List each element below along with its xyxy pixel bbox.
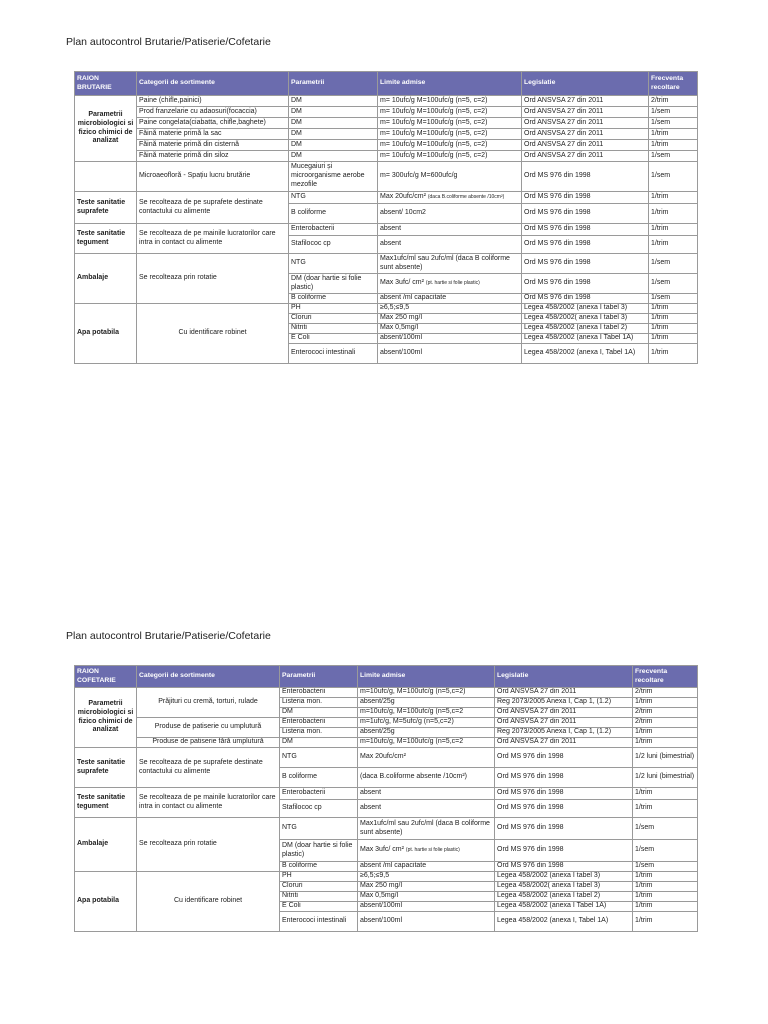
frequency-cell: 1/trim	[633, 872, 698, 882]
sortiment-cell: Se recolteaza de pe mainile lucratorilor care intra in contact cu alimente	[137, 788, 280, 818]
limit-cell: Max 20ufc/cm²	[358, 748, 495, 768]
limit-cell: m= 10ufc/g M=100ufc/g (n=5, c=2)	[378, 118, 522, 129]
limit-cell: absent/100ml	[378, 344, 522, 364]
legislation-cell: Ord MS 976 din 1998	[522, 224, 649, 236]
param-cell: DM (doar hartie si folie plastic)	[289, 274, 378, 294]
limit-cell: absent/25g	[358, 728, 495, 738]
legislation-cell: Ord MS 976 din 1998	[495, 748, 633, 768]
limit-cell: absent	[358, 788, 495, 800]
frequency-cell: 1/sem	[649, 118, 698, 129]
limit-cell: m= 10ufc/g M=100ufc/g (n=5, c=2)	[378, 96, 522, 107]
table-row	[75, 162, 698, 192]
param-cell: B coliforme	[289, 204, 378, 224]
legislation-cell: Ord MS 976 din 1998	[522, 274, 649, 294]
table-row	[75, 788, 698, 800]
limit-cell: Max 250 mg/l	[358, 882, 495, 892]
frequency-cell: 1/trim	[649, 304, 698, 314]
table-row	[75, 118, 698, 129]
table-row	[75, 688, 698, 698]
frequency-cell: 1/trim	[649, 129, 698, 140]
param-cell: Nitriti	[280, 892, 358, 902]
limit-value: Max 3ufc/ cm²	[360, 846, 404, 854]
param-cell: Listeria mon.	[280, 698, 358, 708]
limit-cell: m= 10ufc/g M=100ufc/g (n=5, c=2)	[378, 151, 522, 162]
category-label: Parametrii microbiologici si fizico chimici de analizat	[75, 96, 137, 162]
table-row	[75, 140, 698, 151]
sortiment-cell: Paine congelata(ciabatta, chifle,baghete)	[137, 118, 289, 129]
param-cell: DM	[280, 708, 358, 718]
limit-cell: absent	[378, 224, 522, 236]
legislation-cell: Ord ANSVSA 27 din 2011	[495, 708, 633, 718]
frequency-cell: 1/trim	[649, 140, 698, 151]
legislation-cell: Ord MS 976 din 1998	[522, 294, 649, 304]
limit-cell: absent/100ml	[358, 902, 495, 912]
legislation-cell: Legea 458/2002 (anexa I Tabel 1A)	[522, 334, 649, 344]
legislation-cell: Ord MS 976 din 1998	[522, 192, 649, 204]
frequency-cell: 1/sem	[633, 862, 698, 872]
sortiment-cell: Produse de patiserie fără umplutură	[137, 738, 280, 748]
legislation-cell: Reg 2073/2005 Anexa I, Cap 1, (1.2)	[495, 728, 633, 738]
param-cell: Cloruri	[280, 882, 358, 892]
table-row	[75, 254, 698, 274]
param-cell: Cloruri	[289, 314, 378, 324]
frequency-cell: 1/trim	[633, 738, 698, 748]
legislation-cell: Legea 458/2002 (anexa I tabel 2)	[495, 892, 633, 902]
param-cell: Enterobacterii	[289, 224, 378, 236]
param-cell: DM	[289, 118, 378, 129]
table-header	[75, 666, 698, 688]
category-label: Apa potabila	[75, 304, 137, 364]
sortiment-cell: Cu identificare robinet	[137, 872, 280, 932]
frequency-cell: 1/2 luni (bimestrial)	[633, 748, 698, 768]
legislation-cell: Ord MS 976 din 1998	[495, 788, 633, 800]
limit-cell: absent/ 10cm2	[378, 204, 522, 224]
param-cell: DM	[289, 107, 378, 118]
category-label: Parametrii microbiologici si fizico chimici de analizat	[75, 688, 137, 748]
param-cell: DM (doar hartie si folie plastic)	[280, 840, 358, 862]
frequency-cell: 1/trim	[649, 324, 698, 334]
sortiment-cell: Se recolteaza de pe suprafete destinate contactului cu alimente	[137, 192, 289, 224]
frequency-cell: 1/trim	[633, 800, 698, 818]
param-cell: Mucegaiuri și microorganisme aerobe mezofile	[289, 162, 378, 192]
category-label: Teste sanitatie suprafete	[75, 748, 137, 788]
category-label: Apa potabila	[75, 872, 137, 932]
page-title: Plan autocontrol Brutarie/Patiserie/Cofetarie	[66, 36, 271, 48]
legislation-cell: Ord MS 976 din 1998	[522, 236, 649, 254]
frequency-cell: 1/trim	[649, 314, 698, 324]
frequency-cell: 1/sem	[649, 274, 698, 294]
limit-cell	[378, 192, 522, 204]
table-row	[75, 96, 698, 107]
frequency-cell: 2/trim	[649, 96, 698, 107]
limit-cell: absent/100ml	[358, 912, 495, 932]
limit-cell: Max 250 mg/l	[378, 314, 522, 324]
header-legislatie: Legislatie	[522, 72, 649, 96]
frequency-cell: 1/trim	[633, 882, 698, 892]
param-cell: DM	[280, 738, 358, 748]
param-cell: DM	[289, 140, 378, 151]
header-raion: RAION BRUTARIE	[75, 72, 137, 96]
limit-cell: absent/100ml	[378, 334, 522, 344]
legislation-cell: Ord MS 976 din 1998	[522, 254, 649, 274]
legislation-cell: Ord ANSVSA 27 din 2011	[495, 718, 633, 728]
limit-cell: Max 0,5mg/l	[358, 892, 495, 902]
limit-note: (pt. hartie si folie plastic)	[425, 280, 480, 287]
legislation-cell: Legea 458/2002 (anexa I tabel 2)	[522, 324, 649, 334]
sortiment-cell: Cu identificare robinet	[137, 304, 289, 364]
frequency-cell: 1/trim	[649, 334, 698, 344]
brutarie-table	[74, 71, 698, 364]
param-cell: Nitriti	[289, 324, 378, 334]
category-label: Ambalaje	[75, 254, 137, 304]
param-cell: DM	[289, 151, 378, 162]
table-row	[75, 718, 698, 728]
limit-cell: absent	[358, 800, 495, 818]
legislation-cell: Ord MS 976 din 1998	[495, 818, 633, 840]
param-cell: NTG	[280, 818, 358, 840]
table-row	[75, 151, 698, 162]
param-cell: E Coli	[280, 902, 358, 912]
legislation-cell: Ord ANSVSA 27 din 2011	[495, 688, 633, 698]
limit-cell: ≥6,5;≤9,5	[358, 872, 495, 882]
legislation-cell: Ord MS 976 din 1998	[522, 162, 649, 192]
param-cell: B coliforme	[289, 294, 378, 304]
frequency-cell: 1/sem	[649, 162, 698, 192]
frequency-cell: 1/trim	[633, 788, 698, 800]
frequency-cell: 1/sem	[633, 840, 698, 862]
legislation-cell: Ord MS 976 din 1998	[495, 862, 633, 872]
header-legislatie: Legislatie	[495, 666, 633, 688]
limit-cell: m= 10ufc/g M=100ufc/g (n=5, c=2)	[378, 129, 522, 140]
category-label: Ambalaje	[75, 818, 137, 872]
limit-cell: (daca B.coliforme absente /10cm²)	[358, 768, 495, 788]
limit-cell: absent/25g	[358, 698, 495, 708]
limit-cell: absent /ml capacitate	[358, 862, 495, 872]
limit-note: (daca B.coliforme absente /10cm²)	[427, 194, 505, 201]
sortiment-cell: Produse de patiserie cu umplutură	[137, 718, 280, 738]
sortiment-cell: Făină materie primă din siloz	[137, 151, 289, 162]
frequency-cell: 1/trim	[633, 892, 698, 902]
table-row	[75, 872, 698, 882]
legislation-cell: Ord MS 976 din 1998	[522, 204, 649, 224]
table-row	[75, 304, 698, 314]
limit-cell: m=10ufc/g, M=100ufc/g (n=5,c=2	[358, 738, 495, 748]
header-categorii: Categorii de sortimente	[137, 666, 280, 688]
frequency-cell: 2/trim	[633, 718, 698, 728]
limit-value: Max 3ufc/ cm²	[380, 279, 424, 287]
category-label: Teste sanitatie tegument	[75, 224, 137, 254]
header-frecventa: Frecventa recoltare	[649, 72, 698, 96]
sortiment-cell: Se recolteaza prin rotatie	[137, 818, 280, 872]
header-frecventa: Frecventa recoltare	[633, 666, 698, 688]
limit-note: (pt. hartie si folie plastic)	[405, 847, 460, 854]
legislation-cell: Legea 458/2002 (anexa I Tabel 1A)	[495, 902, 633, 912]
legislation-cell: Legea 458/2002 (anexa I tabel 3)	[522, 304, 649, 314]
limit-cell: absent /ml capacitate	[378, 294, 522, 304]
sortiment-cell: Se recolteaza de pe suprafete destinate contactului cu alimente	[137, 748, 280, 788]
limit-cell: m=10ufc/g, M=100ufc/g (n=5,c=2)	[358, 688, 495, 698]
limit-cell: m=10ufc/g, M=100ufc/g (n=5,c=2	[358, 708, 495, 718]
legislation-cell: Legea 458/2002( anexa I tabel 3)	[495, 882, 633, 892]
param-cell: Enterobacterii	[280, 688, 358, 698]
page-title: Plan autocontrol Brutarie/Patiserie/Cofetarie	[66, 630, 271, 642]
header-categorii: Categorii de sortimente	[137, 72, 289, 96]
limit-cell: m= 300ufc/g M=600ufc/g	[378, 162, 522, 192]
legislation-cell: Legea 458/2002 (anexa I tabel 3)	[495, 872, 633, 882]
legislation-cell: Ord ANSVSA 27 din 2011	[522, 107, 649, 118]
cofetarie-table	[74, 665, 698, 932]
sortiment-cell: Prăjituri cu cremă, torturi, rulade	[137, 688, 280, 718]
frequency-cell: 1/trim	[649, 224, 698, 236]
param-cell: Stafilococ cp	[289, 236, 378, 254]
sortiment-cell: Microaeofloră - Spațiu lucru brutărie	[137, 162, 289, 192]
header-parametrii: Parametrii	[289, 72, 378, 96]
param-cell: Enterobacterii	[280, 788, 358, 800]
legislation-cell: Reg 2073/2005 Anexa I, Cap 1, (1.2)	[495, 698, 633, 708]
param-cell: Enterococi intestinali	[289, 344, 378, 364]
limit-value: Max 20ufc/cm²	[380, 193, 426, 201]
param-cell: DM	[289, 96, 378, 107]
table-row	[75, 748, 698, 768]
limit-cell: Max1ufc/ml sau 2ufc/ml (daca B coliforme sunt absente)	[358, 818, 495, 840]
frequency-cell: 1/trim	[633, 912, 698, 932]
category-label: Teste sanitatie suprafete	[75, 192, 137, 224]
frequency-cell: 1/trim	[649, 344, 698, 364]
category-label	[75, 162, 137, 192]
param-cell: Listeria mon.	[280, 728, 358, 738]
limit-cell: ≥6,5;≤9,5	[378, 304, 522, 314]
legislation-cell: Ord ANSVSA 27 din 2011	[495, 738, 633, 748]
param-cell: NTG	[289, 192, 378, 204]
param-cell: Enterobacterii	[280, 718, 358, 728]
category-label: Teste sanitatie tegument	[75, 788, 137, 818]
table-row	[75, 129, 698, 140]
sortiment-cell: Făină materie primă la sac	[137, 129, 289, 140]
frequency-cell: 2/trim	[633, 708, 698, 718]
limit-cell: m= 10ufc/g M=100ufc/g (n=5, c=2)	[378, 107, 522, 118]
sortiment-cell: Se recolteaza prin rotatie	[137, 254, 289, 304]
param-cell: Stafilococ cp	[280, 800, 358, 818]
limit-cell: m= 10ufc/g M=100ufc/g (n=5, c=2)	[378, 140, 522, 151]
param-cell: DM	[289, 129, 378, 140]
table-row	[75, 818, 698, 840]
frequency-cell: 2/trim	[633, 688, 698, 698]
frequency-cell: 1/trim	[649, 204, 698, 224]
limit-cell: Max1ufc/ml sau 2ufc/ml (daca B coliforme sunt absente)	[378, 254, 522, 274]
legislation-cell: Ord MS 976 din 1998	[495, 800, 633, 818]
header-limite: Limite admise	[358, 666, 495, 688]
limit-cell: absent	[378, 236, 522, 254]
frequency-cell: 1/trim	[649, 236, 698, 254]
legislation-cell: Ord ANSVSA 27 din 2011	[522, 129, 649, 140]
param-cell: PH	[280, 872, 358, 882]
sortiment-cell: Făină materie primă din cisternă	[137, 140, 289, 151]
param-cell: NTG	[280, 748, 358, 768]
sortiment-cell: Se recolteaza de pe mainile lucratorilor care intra in contact cu alimente	[137, 224, 289, 254]
param-cell: B coliforme	[280, 768, 358, 788]
frequency-cell: 1/trim	[633, 698, 698, 708]
legislation-cell: Legea 458/2002( anexa I tabel 3)	[522, 314, 649, 324]
frequency-cell: 1/trim	[633, 902, 698, 912]
sortiment-cell: Paine (chifle,painici)	[137, 96, 289, 107]
header-raion: RAION COFETARIE	[75, 666, 137, 688]
frequency-cell: 1/sem	[649, 151, 698, 162]
frequency-cell: 1/trim	[633, 728, 698, 738]
legislation-cell: Ord ANSVSA 27 din 2011	[522, 151, 649, 162]
table-row	[75, 738, 698, 748]
limit-cell: Max 0,5mg/l	[378, 324, 522, 334]
legislation-cell: Legea 458/2002 (anexa I, Tabel 1A)	[495, 912, 633, 932]
param-cell: Enterococi intestinali	[280, 912, 358, 932]
legislation-cell: Ord ANSVSA 27 din 2011	[522, 118, 649, 129]
sortiment-cell: Prod franzelarie cu adaosuri(focaccia)	[137, 107, 289, 118]
frequency-cell: 1/trim	[649, 192, 698, 204]
frequency-cell: 1/sem	[649, 294, 698, 304]
frequency-cell: 1/sem	[633, 818, 698, 840]
param-cell: E Coli	[289, 334, 378, 344]
table-row	[75, 224, 698, 236]
param-cell: PH	[289, 304, 378, 314]
frequency-cell: 1/2 luni (bimestrial)	[633, 768, 698, 788]
table-header	[75, 72, 698, 96]
header-parametrii: Parametrii	[280, 666, 358, 688]
legislation-cell: Legea 458/2002 (anexa I, Tabel 1A)	[522, 344, 649, 364]
frequency-cell: 1/sem	[649, 107, 698, 118]
frequency-cell: 1/sem	[649, 254, 698, 274]
limit-cell: m=1ufc/g, M=5ufc/g (n=5,c=2)	[358, 718, 495, 728]
table-row	[75, 107, 698, 118]
legislation-cell: Ord MS 976 din 1998	[495, 840, 633, 862]
param-cell: B coliforme	[280, 862, 358, 872]
header-limite: Limite admise	[378, 72, 522, 96]
legislation-cell: Ord ANSVSA 27 din 2011	[522, 140, 649, 151]
limit-cell	[358, 840, 495, 862]
legislation-cell: Ord MS 976 din 1998	[495, 768, 633, 788]
legislation-cell: Ord ANSVSA 27 din 2011	[522, 96, 649, 107]
param-cell: NTG	[289, 254, 378, 274]
table-row	[75, 192, 698, 204]
limit-cell	[378, 274, 522, 294]
